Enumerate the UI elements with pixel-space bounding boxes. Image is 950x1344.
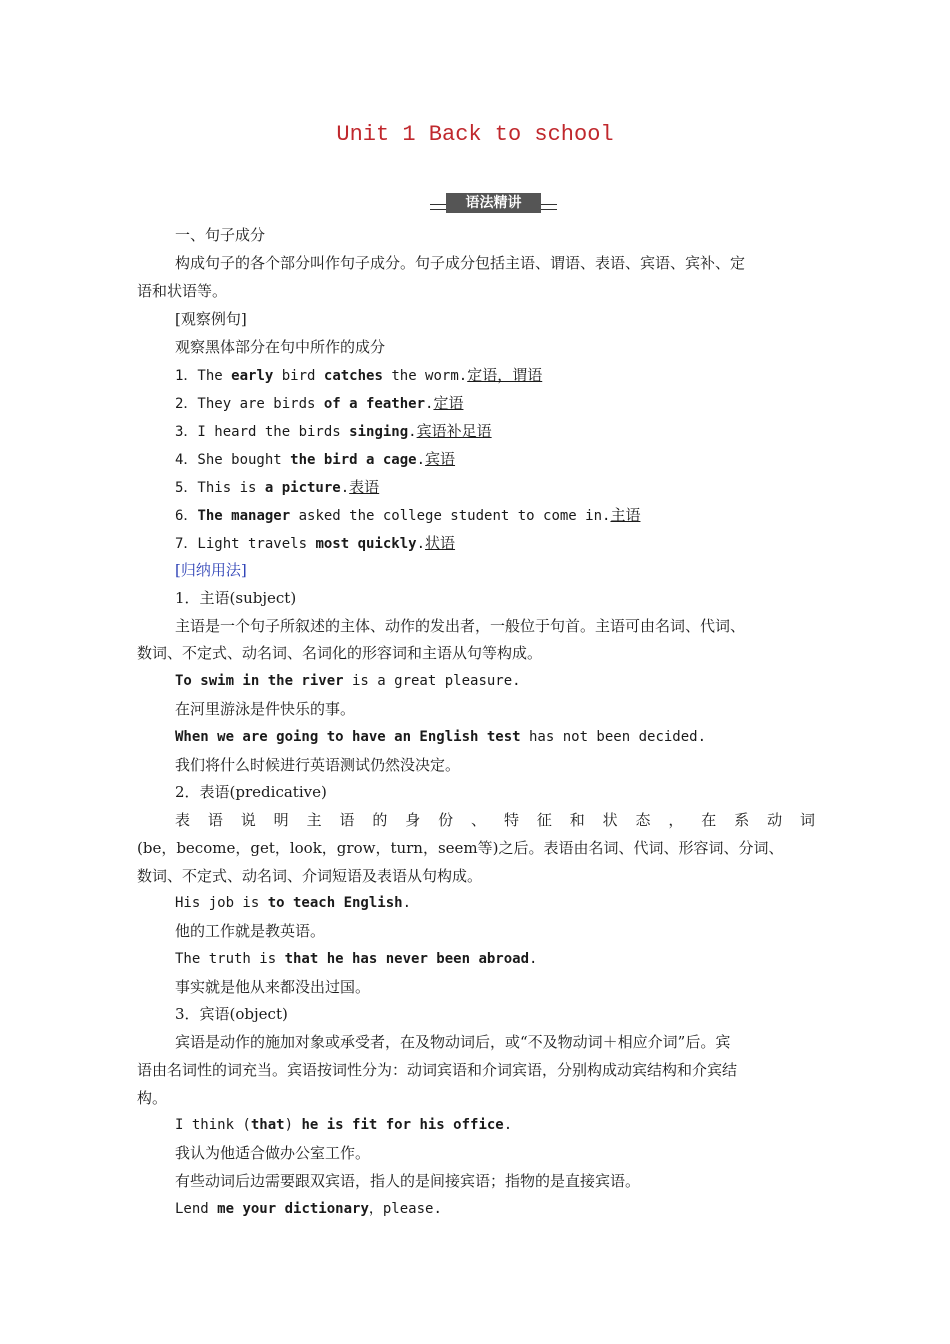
bold-text: of a feather xyxy=(323,396,426,412)
example-sentence xyxy=(175,393,865,414)
bold-text: to teach English xyxy=(267,895,403,911)
text: Lend xyxy=(175,1201,218,1217)
example-sentence xyxy=(175,1199,865,1219)
translation: 在河里游泳是件快乐的事。 xyxy=(175,700,356,718)
bold-text: To swim in the river xyxy=(175,673,344,689)
example-sentence xyxy=(175,893,865,913)
subheading: 2．表语(predicative) xyxy=(175,783,327,801)
subheading: 3．宾语(object) xyxy=(175,1005,288,1023)
text: . xyxy=(529,951,538,967)
bold-text: the bird a cage xyxy=(290,452,417,468)
bold-text: When we are going to have an English test xyxy=(175,729,521,745)
example-sentence xyxy=(175,365,865,386)
text: 3．I heard the birds xyxy=(175,424,350,440)
text: . xyxy=(408,424,417,440)
paragraph-line: 观察黑体部分在句中所作的成分 xyxy=(175,338,386,356)
paragraph-line: (be，become，get，look，grow，turn，seem等)之后。表语由名词、代词、形容词、分词、 xyxy=(137,839,784,857)
paragraph-line: 数词、不定式、动名词、名词化的形容词和主语从句等构成。 xyxy=(137,644,543,662)
text: . xyxy=(416,452,426,468)
text: . xyxy=(416,536,426,552)
page-title: Unit 1 Back to school xyxy=(336,122,614,147)
paragraph-line: 有些动词后边需要跟双宾语，指人的是间接宾语；指物的是直接宾语。 xyxy=(175,1172,641,1190)
text: . xyxy=(402,895,412,911)
text: has not been decided. xyxy=(520,729,707,745)
text: 7．Light travels xyxy=(175,536,316,552)
text: ，please. xyxy=(368,1201,442,1217)
paragraph-line: 数词、不定式、动名词、介词短语及表语从句构成。 xyxy=(137,867,483,885)
bold-text: that xyxy=(250,1117,285,1133)
summary-heading: [归纳用法] xyxy=(175,561,247,579)
subheading: 1．主语(subject) xyxy=(175,589,297,607)
bold-text: a picture xyxy=(264,480,341,496)
text: . xyxy=(425,396,434,412)
bold-text: catches xyxy=(323,368,383,384)
translation: 他的工作就是教英语。 xyxy=(175,922,326,940)
text: ) xyxy=(284,1117,302,1133)
text: is a great pleasure. xyxy=(343,673,521,689)
text: The truth is xyxy=(175,951,285,967)
answer: 宾语 xyxy=(425,450,456,468)
paragraph-line: 表语说明主语的身份、特征和状态，在系动词 xyxy=(175,811,815,829)
answer: 状语 xyxy=(425,534,456,552)
banner-label: 语法精讲 xyxy=(446,193,541,213)
observe-heading: [观察例句] xyxy=(175,310,247,328)
paragraph-line: 语由名词性的词充当。宾语按词性分为：动词宾语和介词宾语，分别构成动宾结构和介宾结 xyxy=(137,1061,738,1079)
text: 6． xyxy=(175,508,198,524)
paragraph-line: 语和状语等。 xyxy=(137,282,228,300)
text: the worm. xyxy=(382,368,468,384)
example-sentence xyxy=(175,671,865,691)
answer: 定语，谓语 xyxy=(467,366,543,384)
bold-text: The manager xyxy=(197,508,291,524)
bold-text: me your dictionary xyxy=(217,1201,369,1217)
translation: 我们将什么时候进行英语测试仍然没决定。 xyxy=(175,756,461,774)
paragraph-line: 宾语是动作的施加对象或承受者，在及物动词后，或“不及物动词＋相应介词”后。宾 xyxy=(175,1033,731,1051)
example-sentence xyxy=(175,421,865,442)
section-banner xyxy=(430,192,557,218)
paragraph-line: 构。 xyxy=(137,1089,168,1107)
translation: 我认为他适合做办公室工作。 xyxy=(175,1144,371,1162)
answer: 表语 xyxy=(349,478,380,496)
bold-text: early xyxy=(231,368,274,384)
bold-text: most quickly xyxy=(315,536,417,552)
text: I think ( xyxy=(175,1117,251,1133)
text: 5．This is xyxy=(175,480,265,496)
example-sentence xyxy=(175,1115,865,1135)
paragraph-line: 构成句子的各个部分叫作句子成分。句子成分包括主语、谓语、表语、宾语、宾补、定 xyxy=(175,254,746,272)
text: 1．The xyxy=(175,368,232,384)
text: His job is xyxy=(175,895,268,911)
text: 4．She bought xyxy=(175,452,291,468)
example-sentence xyxy=(175,449,865,470)
example-sentence xyxy=(175,477,865,498)
example-sentence xyxy=(175,533,865,554)
bold-text: that he has never been abroad xyxy=(284,951,530,967)
answer: 定语 xyxy=(433,394,464,412)
text: . xyxy=(340,480,350,496)
example-sentence xyxy=(175,505,865,526)
section-heading: 一、句子成分 xyxy=(175,226,266,244)
text: . xyxy=(503,1117,513,1133)
translation: 事实就是他从来都没出过国。 xyxy=(175,978,371,996)
text: bird xyxy=(273,368,324,384)
example-sentence xyxy=(175,727,865,747)
text: 2．They are birds xyxy=(175,396,324,412)
answer: 宾语补足语 xyxy=(416,422,492,440)
example-sentence xyxy=(175,949,865,969)
bold-text: singing xyxy=(349,424,409,440)
answer: 主语 xyxy=(610,506,641,524)
paragraph-line: 主语是一个句子所叙述的主体、动作的发出者，一般位于句首。主语可由名词、代词、 xyxy=(175,617,746,635)
text: asked the college student to come in. xyxy=(290,508,611,524)
bold-text: he is fit for his office xyxy=(301,1117,504,1133)
